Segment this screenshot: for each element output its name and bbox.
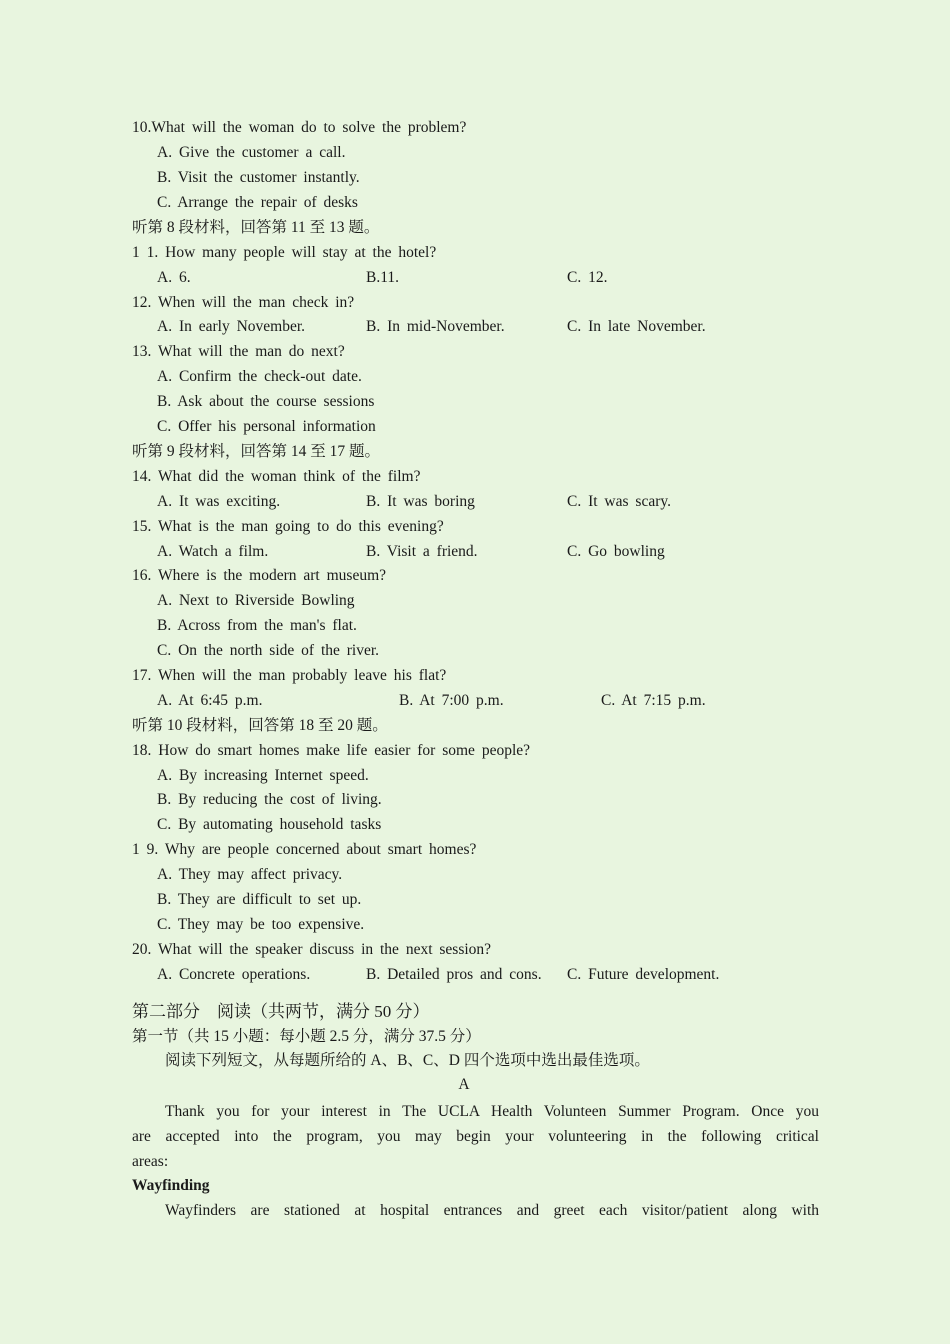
part-two-heading: 第二部分 阅读（共两节，满分 50 分） [132, 1002, 430, 1021]
section-one-heading: 第一节（共 15 小题：每小题 2.5 分，满分 37.5 分） [132, 1028, 481, 1045]
option-12c: C. In late November. [567, 318, 706, 335]
question-12: 12. When will the man check in? [132, 294, 355, 311]
option-19a: A. They may affect privacy. [157, 866, 343, 883]
paragraph-line: areas: [132, 1153, 169, 1170]
option-17c: C. At 7:15 p.m. [601, 692, 706, 709]
question-11: 1 1. How many people will stay at the hotel? [132, 244, 437, 261]
option-20c: C. Future development. [567, 966, 720, 983]
option-10a: A. Give the customer a call. [157, 144, 346, 161]
question-13: 13. What will the man do next? [132, 343, 345, 360]
question-14: 14. What did the woman think of the film? [132, 468, 421, 485]
passage-label: A [458, 1076, 470, 1093]
option-10c: C. Arrange the repair of desks [157, 194, 358, 211]
paragraph-line: Wayfinders are stationed at hospital entrances and greet each visitor/patient along with [165, 1202, 819, 1219]
option-12b: B. In mid-November. [366, 318, 505, 335]
option-13b: B. Ask about the course sessions [157, 393, 375, 410]
option-14c: C. It was scary. [567, 493, 671, 510]
option-17b: B. At 7:00 p.m. [399, 692, 504, 709]
option-14a: A. It was exciting. [157, 493, 281, 510]
option-14b: B. It was boring [366, 493, 475, 510]
reading-instruction: 阅读下列短文，从每题所给的 A、B、C、D 四个选项中选出最佳选项。 [165, 1052, 650, 1069]
option-18c: C. By automating household tasks [157, 816, 382, 833]
question-15: 15. What is the man going to do this evening? [132, 518, 444, 535]
option-15c: C. Go bowling [567, 543, 665, 560]
option-15b: B. Visit a friend. [366, 543, 478, 560]
wayfinding-heading: Wayfinding [132, 1177, 210, 1194]
option-20a: A. Concrete operations. [157, 966, 311, 983]
option-10b: B. Visit the customer instantly. [157, 169, 360, 186]
option-15a: A. Watch a film. [157, 543, 269, 560]
option-17a: A. At 6:45 p.m. [157, 692, 263, 709]
option-19c: C. They may be too expensive. [157, 916, 365, 933]
question-16: 16. Where is the modern art museum? [132, 567, 387, 584]
option-12a: A. In early November. [157, 318, 306, 335]
paragraph-line: are accepted into the program, you may begin your volunteering in the following critical [132, 1128, 819, 1145]
option-11b: B.11. [366, 269, 400, 286]
option-18a: A. By increasing Internet speed. [157, 767, 369, 784]
option-19b: B. They are difficult to set up. [157, 891, 362, 908]
question-17: 17. When will the man probably leave his flat? [132, 667, 447, 684]
question-10: 10.What will the woman do to solve the problem? [132, 119, 467, 136]
option-20b: B. Detailed pros and cons. [366, 966, 542, 983]
section-10-instruction: 听第 10 段材料，回答第 18 至 20 题。 [132, 717, 388, 734]
option-16b: B. Across from the man's flat. [157, 617, 357, 634]
option-13a: A. Confirm the check-out date. [157, 368, 362, 385]
paragraph-line: Thank you for your interest in The UCLA Health Volunteen Summer Program. Once you [165, 1103, 819, 1120]
question-20: 20. What will the speaker discuss in the next session? [132, 941, 492, 958]
option-11a: A. 6. [157, 269, 191, 286]
option-16c: C. On the north side of the river. [157, 642, 380, 659]
option-16a: A. Next to Riverside Bowling [157, 592, 355, 609]
section-9-instruction: 听第 9 段材料，回答第 14 至 17 题。 [132, 443, 381, 460]
question-19: 1 9. Why are people concerned about smart homes? [132, 841, 477, 858]
option-18b: B. By reducing the cost of living. [157, 791, 382, 808]
question-18: 18. How do smart homes make life easier for some people? [132, 742, 531, 759]
option-13c: C. Offer his personal information [157, 418, 376, 435]
option-11c: C. 12. [567, 269, 608, 286]
section-8-instruction: 听第 8 段材料，回答第 11 至 13 题。 [132, 219, 380, 236]
